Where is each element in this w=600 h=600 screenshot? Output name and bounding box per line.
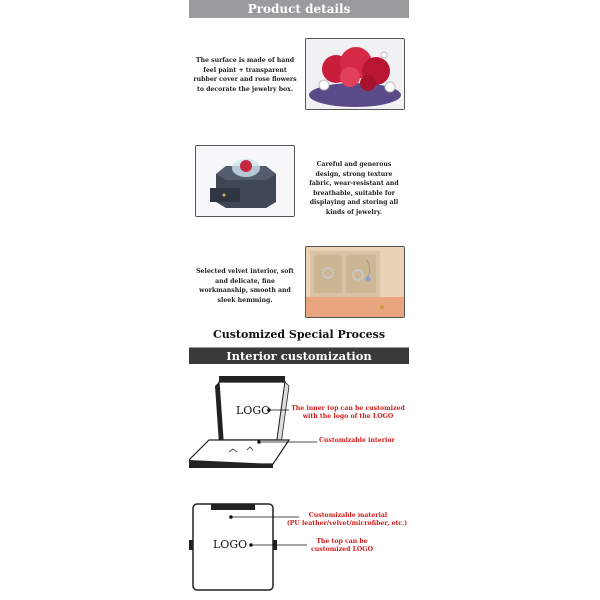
interior-callout: Customizable interior <box>319 437 395 444</box>
feature-3-description: Selected velvet interior, soft and delicate, fine workmanship, smooth and sleek hemming. <box>196 268 294 304</box>
material-callout-1: Customizable material <box>308 512 388 519</box>
top-logo-callout: The top can be customized LOGO <box>311 538 373 553</box>
product-details-header: Product details <box>189 0 409 18</box>
interior-logo-text: LOGO <box>236 404 271 417</box>
feature-2-description: Careful and generous design, strong texture fabric, wear-resistant and breathable, suitable for displaying and storing all kinds of jewelry. <box>309 161 399 216</box>
inner-top-callout: The inner top can be customized with the logo of the LOGO <box>291 405 405 420</box>
drawer-jewelry-box-photo <box>195 145 295 217</box>
velvet-interior-photo <box>305 246 405 318</box>
product-detail-column <box>189 0 409 600</box>
interior-customization-header: Interior customization <box>189 347 409 364</box>
process-heading: Customized Special Process <box>212 328 386 341</box>
top-logo-text: LOGO <box>213 538 248 551</box>
feature-1-description: The surface is made of hand feel paint + transparent rubber cover and rose flowers to decorate the jewelry box. <box>193 57 297 93</box>
material-callout-2: (PU leather/velvet/microfiber, etc.) <box>286 520 408 527</box>
rose-jewelry-box-photo <box>305 38 405 110</box>
open-box-illustration <box>189 372 409 472</box>
